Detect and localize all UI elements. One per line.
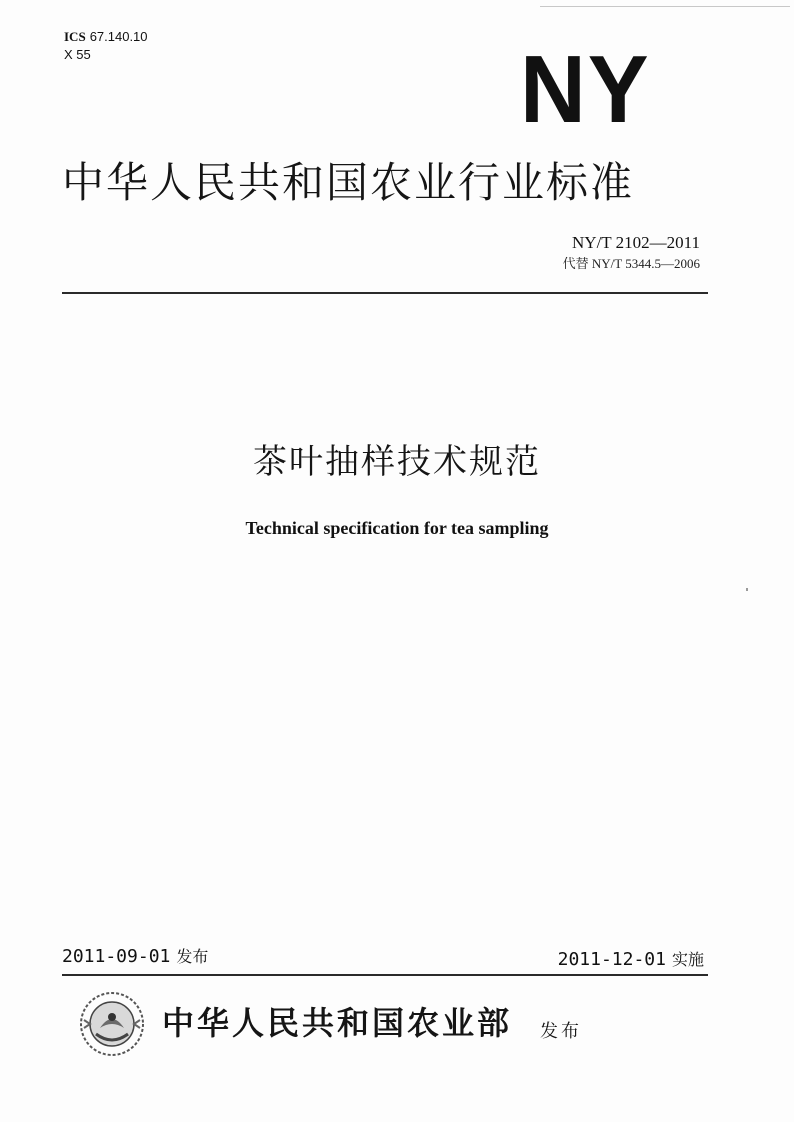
ccs-code: X 55 xyxy=(64,47,91,62)
implementation-date-suffix: 实施 xyxy=(671,950,704,969)
implementation-date-value: 2011-12-01 xyxy=(557,949,666,970)
document-title-chinese: 茶叶抽样技术规范 xyxy=(253,442,541,482)
top-divider xyxy=(62,292,708,294)
ministry-standard-title: 中华人民共和国农业行业标准 xyxy=(62,158,635,207)
scan-edge-line xyxy=(540,6,790,7)
scan-speck xyxy=(746,588,748,591)
bottom-divider xyxy=(62,974,708,976)
implementation-date xyxy=(558,948,704,972)
ny-mark: NY xyxy=(520,36,651,143)
ics-label: ICS xyxy=(64,29,86,44)
classification-codes xyxy=(64,28,148,64)
replaced-standard: 代替 NY/T 5344.5—2006 xyxy=(562,256,700,271)
issue-date-suffix: 发布 xyxy=(176,947,209,966)
issuing-authority: 中华人民共和国农业部 xyxy=(162,1004,513,1042)
standard-number: NY/T 2102—2011 xyxy=(572,233,700,252)
issue-date xyxy=(62,945,208,969)
issuing-authority-suffix: 发布 xyxy=(540,1021,582,1042)
issue-date-value: 2011-09-01 xyxy=(62,946,171,967)
ics-code: 67.140.10 xyxy=(89,29,148,44)
ics-line xyxy=(64,28,148,46)
document-title-english: Technical specification for tea sampling xyxy=(245,518,549,538)
emblem-icon xyxy=(78,990,146,1058)
